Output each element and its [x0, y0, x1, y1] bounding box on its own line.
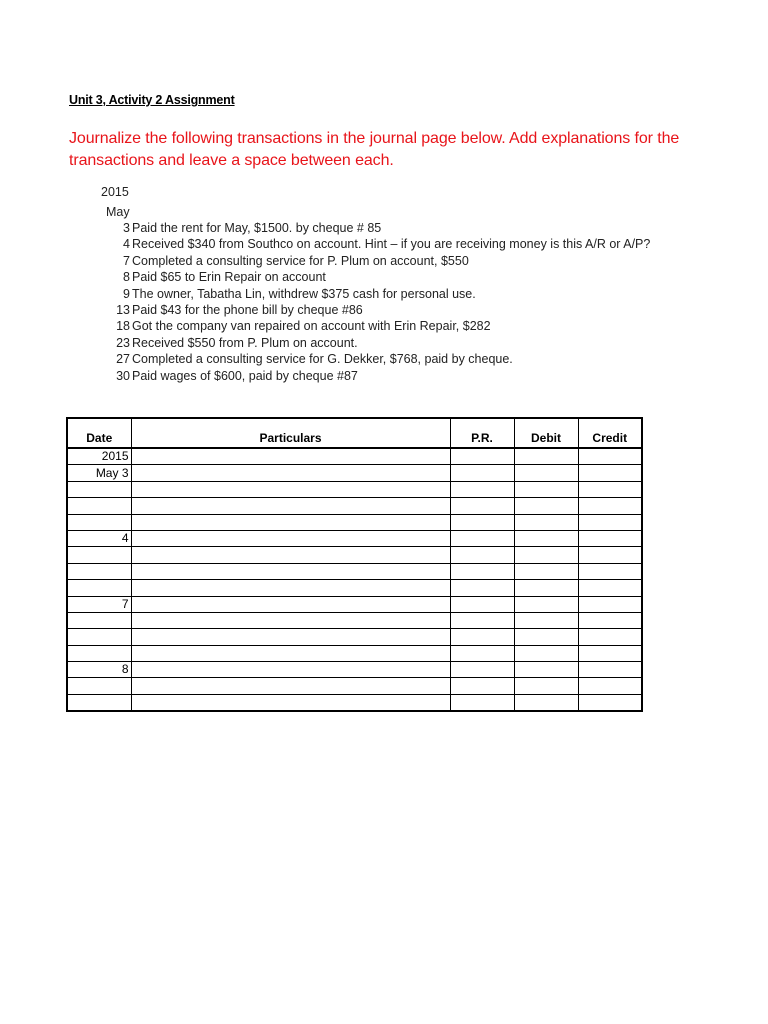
pr-cell[interactable] — [450, 596, 514, 612]
transaction-day: 7 — [123, 253, 130, 268]
date-cell[interactable]: 4 — [67, 530, 131, 546]
pr-cell[interactable] — [450, 530, 514, 546]
journal-row — [67, 465, 642, 481]
particulars-cell[interactable] — [131, 498, 450, 514]
debit-cell[interactable] — [514, 448, 578, 465]
date-cell[interactable] — [67, 498, 131, 514]
transaction-text: Completed a consulting service for G. Dekker, $768, paid by cheque. — [132, 352, 513, 367]
journal-header-row — [67, 418, 642, 448]
debit-cell[interactable] — [514, 563, 578, 579]
date-cell[interactable] — [67, 678, 131, 694]
pr-cell[interactable] — [450, 612, 514, 628]
credit-cell[interactable] — [578, 662, 642, 678]
date-cell[interactable]: 2015 — [67, 448, 131, 465]
particulars-cell[interactable] — [131, 645, 450, 661]
transaction-item — [100, 318, 650, 334]
date-cell[interactable] — [67, 612, 131, 628]
pr-cell[interactable] — [450, 465, 514, 481]
credit-cell[interactable] — [578, 448, 642, 465]
journal-row — [67, 498, 642, 514]
transaction-day: 27 — [116, 352, 130, 367]
instructions-text: Journalize the following transactions in the journal page below. Add explanations for the transactions and leave a space between each. — [69, 130, 680, 169]
date-cell[interactable] — [67, 481, 131, 497]
debit-cell[interactable] — [514, 645, 578, 661]
journal-row — [67, 694, 642, 711]
credit-cell[interactable] — [578, 547, 642, 563]
transaction-day: 30 — [116, 368, 130, 383]
date-column-header: Date — [67, 418, 131, 448]
pr-cell[interactable] — [450, 514, 514, 530]
journal-row — [67, 612, 642, 628]
particulars-cell[interactable] — [131, 448, 450, 465]
transaction-text: Received $550 from P. Plum on account. — [132, 335, 358, 350]
date-cell[interactable] — [67, 580, 131, 596]
transaction-text: The owner, Tabatha Lin, withdrew $375 cash for personal use. — [132, 286, 476, 301]
pr-cell[interactable] — [450, 498, 514, 514]
transaction-item — [100, 236, 650, 252]
particulars-cell[interactable] — [131, 514, 450, 530]
journal-row — [67, 678, 642, 694]
transaction-text: Completed a consulting service for P. Plum on account, $550 — [132, 253, 469, 268]
debit-cell[interactable] — [514, 678, 578, 694]
date-cell[interactable]: May 3 — [67, 465, 131, 481]
pr-column-header: P.R. — [450, 418, 514, 448]
transaction-day: 4 — [123, 237, 130, 252]
particulars-cell[interactable] — [131, 547, 450, 563]
transaction-item — [100, 269, 650, 285]
transaction-day: 9 — [123, 286, 130, 301]
pr-cell[interactable] — [450, 694, 514, 711]
debit-cell[interactable] — [514, 694, 578, 711]
particulars-cell[interactable] — [131, 530, 450, 546]
year-label: 2015 — [101, 185, 129, 199]
journal-row — [67, 514, 642, 530]
debit-cell[interactable] — [514, 629, 578, 645]
transaction-item — [100, 220, 650, 236]
journal-row — [67, 662, 642, 678]
particulars-cell[interactable] — [131, 563, 450, 579]
debit-cell[interactable] — [514, 498, 578, 514]
transaction-day: 8 — [123, 270, 130, 285]
credit-cell[interactable] — [578, 580, 642, 596]
journal-row — [67, 563, 642, 579]
particulars-cell[interactable] — [131, 629, 450, 645]
transaction-text: Received $340 from Southco on account. Hint – if you are receiving money is this A/R or A/P? — [132, 237, 651, 252]
transaction-day: 18 — [116, 319, 130, 334]
debit-cell[interactable] — [514, 465, 578, 481]
pr-cell[interactable] — [450, 629, 514, 645]
credit-cell[interactable] — [578, 645, 642, 661]
pr-cell[interactable] — [450, 448, 514, 465]
date-cell[interactable] — [67, 629, 131, 645]
journal-table — [66, 417, 643, 712]
transaction-text: Paid wages of $600, paid by cheque #87 — [132, 368, 358, 383]
date-cell[interactable] — [67, 563, 131, 579]
debit-column-header: Debit — [514, 418, 578, 448]
date-cell[interactable]: 7 — [67, 596, 131, 612]
credit-cell[interactable] — [578, 465, 642, 481]
particulars-cell[interactable] — [131, 481, 450, 497]
pr-cell[interactable] — [450, 481, 514, 497]
credit-cell[interactable] — [578, 563, 642, 579]
transaction-item — [100, 368, 650, 384]
journal-row — [67, 547, 642, 563]
credit-cell[interactable] — [578, 629, 642, 645]
transaction-day: 3 — [123, 221, 130, 235]
journal-row — [67, 629, 642, 645]
debit-cell[interactable] — [514, 547, 578, 563]
pr-cell[interactable] — [450, 645, 514, 661]
date-cell[interactable] — [67, 694, 131, 711]
credit-cell[interactable] — [578, 612, 642, 628]
date-cell[interactable]: 8 — [67, 662, 131, 678]
particulars-column-header: Particulars — [131, 418, 450, 448]
month-label: May — [106, 205, 130, 219]
transaction-item — [100, 286, 650, 302]
credit-column-header: Credit — [578, 418, 642, 448]
journal-row — [67, 530, 642, 546]
particulars-cell[interactable] — [131, 580, 450, 596]
particulars-cell[interactable] — [131, 662, 450, 678]
transaction-item — [100, 351, 650, 367]
journal-row — [67, 481, 642, 497]
debit-cell[interactable] — [514, 612, 578, 628]
journal-body — [67, 448, 642, 711]
journal-row — [67, 448, 642, 465]
pr-cell[interactable] — [450, 563, 514, 579]
transaction-item — [100, 253, 650, 269]
credit-cell[interactable] — [578, 481, 642, 497]
transaction-text: Paid $43 for the phone bill by cheque #86 — [132, 302, 363, 317]
transaction-item — [100, 302, 650, 318]
particulars-cell[interactable] — [131, 678, 450, 694]
debit-cell[interactable] — [514, 580, 578, 596]
credit-cell[interactable] — [578, 694, 642, 711]
credit-cell[interactable] — [578, 678, 642, 694]
date-cell[interactable] — [67, 514, 131, 530]
date-cell[interactable] — [67, 547, 131, 563]
transaction-list — [100, 220, 650, 384]
particulars-cell[interactable] — [131, 612, 450, 628]
particulars-cell[interactable] — [131, 694, 450, 711]
transaction-day: 13 — [116, 302, 130, 317]
particulars-cell[interactable] — [131, 596, 450, 612]
particulars-cell[interactable] — [131, 465, 450, 481]
pr-cell[interactable] — [450, 547, 514, 563]
transaction-item — [100, 335, 650, 351]
debit-cell[interactable] — [514, 481, 578, 497]
debit-cell[interactable] — [514, 596, 578, 612]
date-cell[interactable] — [67, 645, 131, 661]
transaction-text: Got the company van repaired on account with Erin Repair, $282 — [132, 319, 491, 334]
assignment-heading: Unit 3, Activity 2 Assignment — [69, 93, 235, 107]
credit-cell[interactable] — [578, 596, 642, 612]
pr-cell[interactable] — [450, 662, 514, 678]
pr-cell[interactable] — [450, 678, 514, 694]
credit-cell[interactable] — [578, 514, 642, 530]
journal-row — [67, 596, 642, 612]
credit-cell[interactable] — [578, 530, 642, 546]
debit-cell[interactable] — [514, 514, 578, 530]
transaction-text: Paid the rent for May, $1500. by cheque # 85 — [132, 221, 382, 235]
transaction-day: 23 — [116, 335, 130, 350]
credit-cell[interactable] — [578, 498, 642, 514]
journal-row — [67, 645, 642, 661]
pr-cell[interactable] — [450, 580, 514, 596]
transaction-text: Paid $65 to Erin Repair on account — [132, 270, 326, 285]
journal-row — [67, 580, 642, 596]
debit-cell[interactable] — [514, 662, 578, 678]
debit-cell[interactable] — [514, 530, 578, 546]
